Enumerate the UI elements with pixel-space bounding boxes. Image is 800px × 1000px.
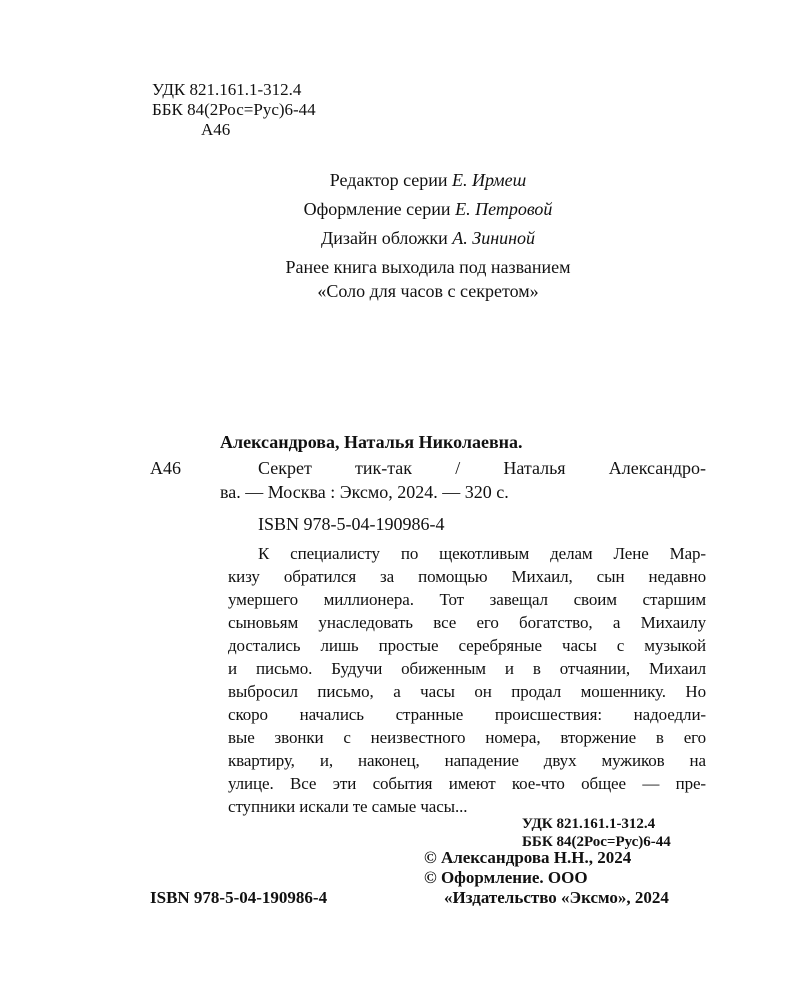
author-mark: А46 bbox=[201, 120, 231, 139]
annotation-line: достались лишь простые серебряные часы с музыкой bbox=[228, 636, 706, 655]
footer-bbk: ББК 84(2Рос=Рус)6-44 bbox=[522, 834, 671, 850]
credit-editor bbox=[0, 170, 800, 191]
annotation-line: улице. Все эти события имеют кое-что общее — пре- bbox=[228, 774, 706, 793]
annotation-line: сыновьям унаследовать все его богатство, а Михаилу bbox=[228, 613, 706, 632]
annotation-line: кизу обратился за помощью Михаил, сын недавно bbox=[228, 567, 706, 586]
annotation-line: ступники искали те самые часы... bbox=[228, 797, 468, 816]
copyright-author: © Александрова Н.Н., 2024 bbox=[424, 848, 632, 867]
copyright-publisher: «Издательство «Эксмо», 2024 bbox=[444, 888, 669, 907]
annotation-line: вые звонки с неизвестного номера, вторжение в его bbox=[228, 728, 706, 747]
annotation-line: квартиру, и, наконец, нападение двух мужиков на bbox=[228, 751, 706, 770]
footer-isbn: ISBN 978-5-04-190986-4 bbox=[150, 888, 328, 907]
credit-name: Е. Ирмеш bbox=[452, 170, 527, 190]
credit-role: Редактор серии bbox=[329, 170, 448, 190]
bbk-code: ББК 84(2Рос=Рус)6-44 bbox=[152, 100, 316, 119]
credit-role: Оформление серии bbox=[303, 199, 451, 219]
former-title-intro: Ранее книга выходила под названием bbox=[285, 257, 571, 277]
udk-code: УДК 821.161.1-312.4 bbox=[152, 80, 302, 99]
former-title: «Соло для часов с секретом» bbox=[317, 281, 539, 301]
entry-title-line: Секрет тик-так / Наталья Александро- bbox=[258, 458, 706, 478]
credit-name: А. Зининой bbox=[452, 228, 536, 248]
annotation-line: и письмо. Будучи обиженным и в отчаянии, Михаил bbox=[228, 659, 706, 678]
copyright-design: © Оформление. ООО bbox=[424, 868, 588, 887]
credit-name: Е. Петровой bbox=[455, 199, 553, 219]
entry-isbn: ISBN 978-5-04-190986-4 bbox=[258, 514, 445, 534]
credit-design bbox=[0, 199, 800, 220]
annotation-line: выбросил письмо, а часы он продал мошеннику. Но bbox=[228, 682, 706, 701]
entry-author-mark: А46 bbox=[150, 458, 181, 478]
footer-udk: УДК 821.161.1-312.4 bbox=[522, 816, 656, 832]
credit-role: Дизайн обложки bbox=[320, 228, 448, 248]
annotation-line: К специалисту по щекотливым делам Лене Мар- bbox=[258, 544, 706, 563]
entry-title-line: ва. — Москва : Эксмо, 2024. — 320 с. bbox=[220, 482, 509, 502]
author-heading: Александрова, Наталья Николаевна. bbox=[220, 432, 523, 452]
annotation-line: скоро начались странные происшествия: надоедли- bbox=[228, 705, 706, 724]
annotation-line: умершего миллионера. Тот завещал своим старшим bbox=[228, 590, 706, 609]
credit-cover bbox=[0, 228, 800, 249]
